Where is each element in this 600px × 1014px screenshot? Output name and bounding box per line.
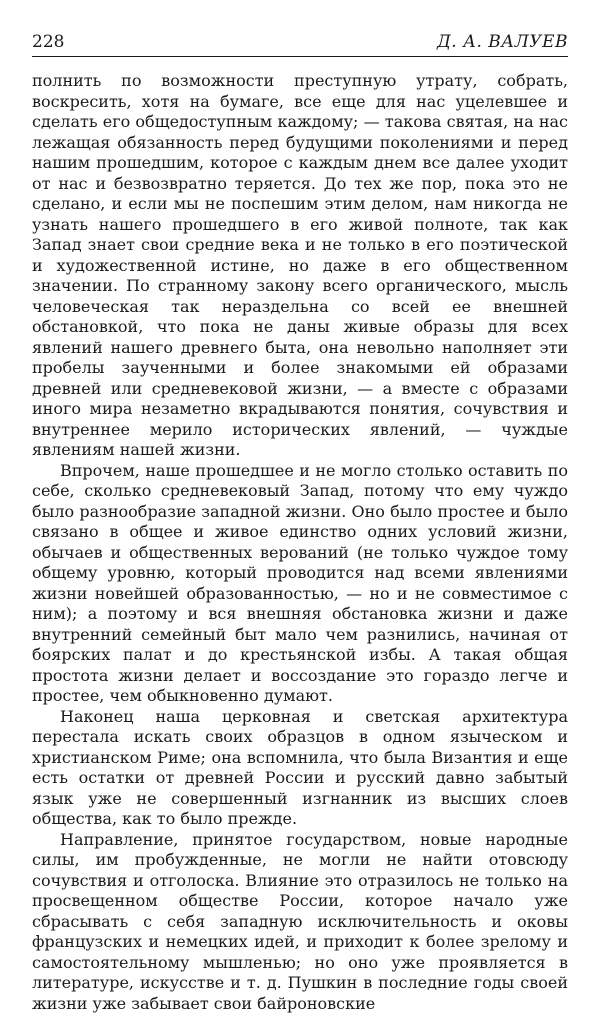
paragraph: полнить по возможности преступную утрату, собрать, воскресить, хотя на бумаге, все еще для нас уцелевшее и сделать его общедоступным каждому; — такова святая, на нас лежащая обязанность перед будущими поколениями и перед нашим прошедшим, которое с каждым днем все далее уходит от нас и безвозвратно теряется. До тех же пор, пока это не сделано, и если мы не поспешим этим делом, нам никогда не узнать нашего прошедшего в его живой полноте, так как Запад знает свои средние века и не только в его поэтической и художественной истине, но даже в его общественном значении. По странному закону всего органического, мысль человеческая так нераздельна со всей ее внешней обстановкой, что пока не даны живые образы для всех явлений нашего древнего быта, она невольно наполняет эти пробелы заученными и более знакомыми ей образами древней или средневековой жизни, — а вместе с образами иного мира незаметно вкрадываются понятия, сочувствия и внутреннее мерило исторических явлений, — чуждые явлениям нашей жизни. [32, 71, 568, 461]
book-page [32, 30, 568, 1014]
page-number: 228 [32, 32, 64, 52]
body-text [32, 71, 568, 1014]
author-name: Д. А. ВАЛУЕВ [437, 32, 568, 52]
paragraph: Впрочем, наше прошедшее и не могло столько оставить по себе, сколько средневековый Запад, потому что ему чуждо было разнообразие западной жизни. Оно было простее и было связано в общее и живое единство одних условий жизни, обычаев и общественных верований (не только чуждое тому общему уровню, который проводится над всеми явлениями жизни новейшей образованностью, — но и не совместимое с ним); а поэтому и вся внешняя обстановка жизни и даже внутренний семейный быт мало чем разнились, начиная от боярских палат и до крестьянской избы. А такая общая простота жизни делает и воссоздание это гораздо легче и простее, чем обыкновенно думают. [32, 461, 568, 707]
paragraph: Направление, принятое государством, новые народные силы, им пробужденные, не могли не найти отовсюду сочувствия и отголоска. Влияние это отразилось не только на просвещенном обществе России, которое начало уже сбрасывать с себя западную исключительность и оковы французских и немецких идей, и приходит к более зрелому и самостоятельному мышленью; но оно уже проявляется в литературе, искусстве и т. д. Пушкин в последние годы своей жизни уже забывает свои байроновские [32, 830, 568, 1014]
running-head [32, 30, 568, 52]
paragraph: Наконец наша церковная и светская архитектура перестала искать своих образцов в одном языческом и христианском Риме; она вспомнила, что была Византия и еще есть остатки от древней России и русский давно забытый язык уже не совершенный изгнанник из высших слоев общества, как то было прежде. [32, 707, 568, 830]
header-rule [32, 56, 568, 57]
